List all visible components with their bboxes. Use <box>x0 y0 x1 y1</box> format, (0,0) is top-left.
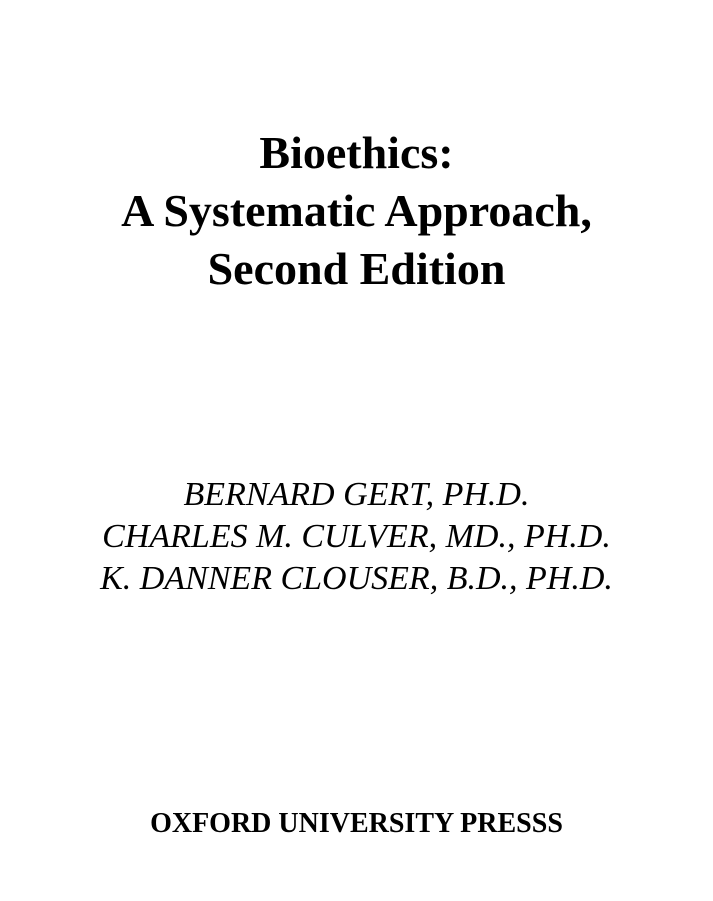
book-title <box>0 124 713 298</box>
title-line-2: A Systematic Approach, <box>121 185 592 236</box>
author-list <box>0 474 713 600</box>
title-line-3: Second Edition <box>207 243 506 294</box>
author-1: BERNARD GERT, PH.D. <box>183 476 530 513</box>
title-line-1: Bioethics: <box>259 127 454 178</box>
author-3: K. DANNER CLOUSER, B.D., PH.D. <box>100 560 613 597</box>
author-2: CHARLES M. CULVER, MD., PH.D. <box>102 518 611 555</box>
publisher-name: OXFORD UNIVERSITY PRESSS <box>150 808 563 839</box>
